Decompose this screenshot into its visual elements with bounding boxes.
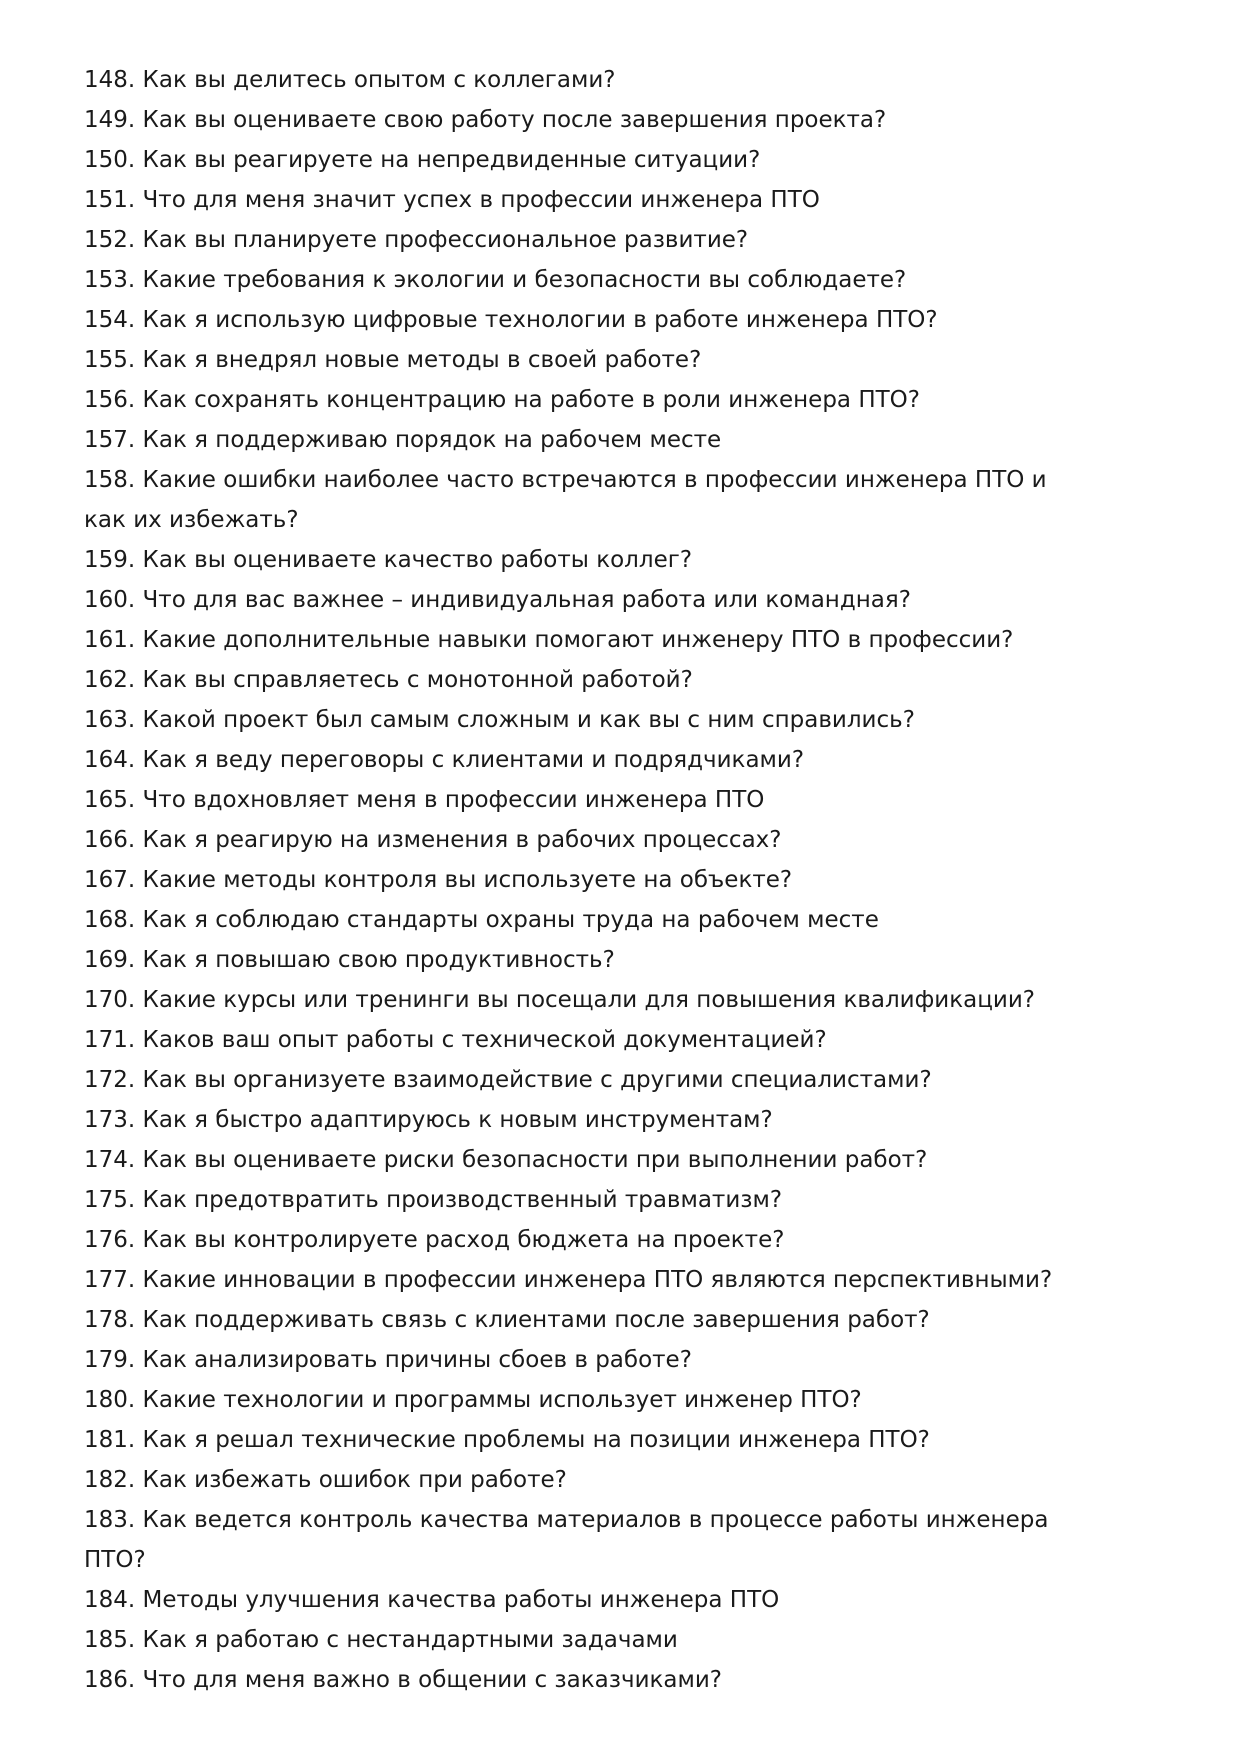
question-item: 176. Как вы контролируете расход бюджета на проекте? xyxy=(84,1227,785,1253)
question-item: 180. Какие технологии и программы использует инженер ПТО? xyxy=(84,1387,862,1413)
question-item: 160. Что для вас важнее – индивидуальная работа или командная? xyxy=(84,587,911,613)
question-item: 185. Как я работаю с нестандартными задачами xyxy=(84,1627,678,1653)
question-item: 177. Какие инновации в профессии инженера ПТО являются перспективными? xyxy=(84,1267,1053,1293)
question-item: 151. Что для меня значит успех в профессии инженера ПТО xyxy=(84,187,820,213)
question-item: 186. Что для меня важно в общении с заказчиками? xyxy=(84,1667,723,1693)
question-item: 169. Как я повышаю свою продуктивность? xyxy=(84,947,615,973)
question-item: 158. Какие ошибки наиболее часто встречаются в профессии инженера ПТО и как их избежать? xyxy=(84,467,1047,533)
question-item: 162. Как вы справляетесь с монотонной работой? xyxy=(84,667,693,693)
question-item: 175. Как предотвратить производственный травматизм? xyxy=(84,1187,783,1213)
question-list xyxy=(84,60,1084,1700)
question-item: 170. Какие курсы или тренинги вы посещали для повышения квалификации? xyxy=(84,987,1035,1013)
question-item: 168. Как я соблюдаю стандарты охраны труда на рабочем месте xyxy=(84,907,879,933)
question-item: 157. Как я поддерживаю порядок на рабочем месте xyxy=(84,427,722,453)
question-item: 171. Каков ваш опыт работы с технической документацией? xyxy=(84,1027,827,1053)
question-item: 149. Как вы оцениваете свою работу после завершения проекта? xyxy=(84,107,887,133)
question-item: 165. Что вдохновляет меня в профессии инженера ПТО xyxy=(84,787,765,813)
question-item: 174. Как вы оцениваете риски безопасности при выполнении работ? xyxy=(84,1147,928,1173)
question-item: 153. Какие требования к экологии и безопасности вы соблюдаете? xyxy=(84,267,907,293)
question-item: 154. Как я использую цифровые технологии в работе инженера ПТО? xyxy=(84,307,938,333)
question-item: 183. Как ведется контроль качества материалов в процессе работы инженера ПТО? xyxy=(84,1507,1049,1573)
question-item: 159. Как вы оцениваете качество работы коллег? xyxy=(84,547,693,573)
question-item: 184. Методы улучшения качества работы инженера ПТО xyxy=(84,1587,780,1613)
question-item: 179. Как анализировать причины сбоев в работе? xyxy=(84,1347,692,1373)
question-item: 150. Как вы реагируете на непредвиденные ситуации? xyxy=(84,147,761,173)
question-item: 156. Как сохранять концентрацию на работе в роли инженера ПТО? xyxy=(84,387,920,413)
question-item: 155. Как я внедрял новые методы в своей работе? xyxy=(84,347,702,373)
question-item: 172. Как вы организуете взаимодействие с другими специалистами? xyxy=(84,1067,932,1093)
question-item: 182. Как избежать ошибок при работе? xyxy=(84,1467,567,1493)
question-item: 167. Какие методы контроля вы используете на объекте? xyxy=(84,867,793,893)
question-item: 181. Как я решал технические проблемы на позиции инженера ПТО? xyxy=(84,1427,930,1453)
question-item: 148. Как вы делитесь опытом с коллегами? xyxy=(84,67,616,93)
question-item: 173. Как я быстро адаптируюсь к новым инструментам? xyxy=(84,1107,773,1133)
question-item: 166. Как я реагирую на изменения в рабочих процессах? xyxy=(84,827,782,853)
question-item: 178. Как поддерживать связь с клиентами после завершения работ? xyxy=(84,1307,930,1333)
question-item: 163. Какой проект был самым сложным и как вы с ним справились? xyxy=(84,707,915,733)
question-item: 164. Как я веду переговоры с клиентами и подрядчиками? xyxy=(84,747,805,773)
question-item: 152. Как вы планируете профессиональное развитие? xyxy=(84,227,749,253)
question-item: 161. Какие дополнительные навыки помогают инженеру ПТО в профессии? xyxy=(84,627,1014,653)
